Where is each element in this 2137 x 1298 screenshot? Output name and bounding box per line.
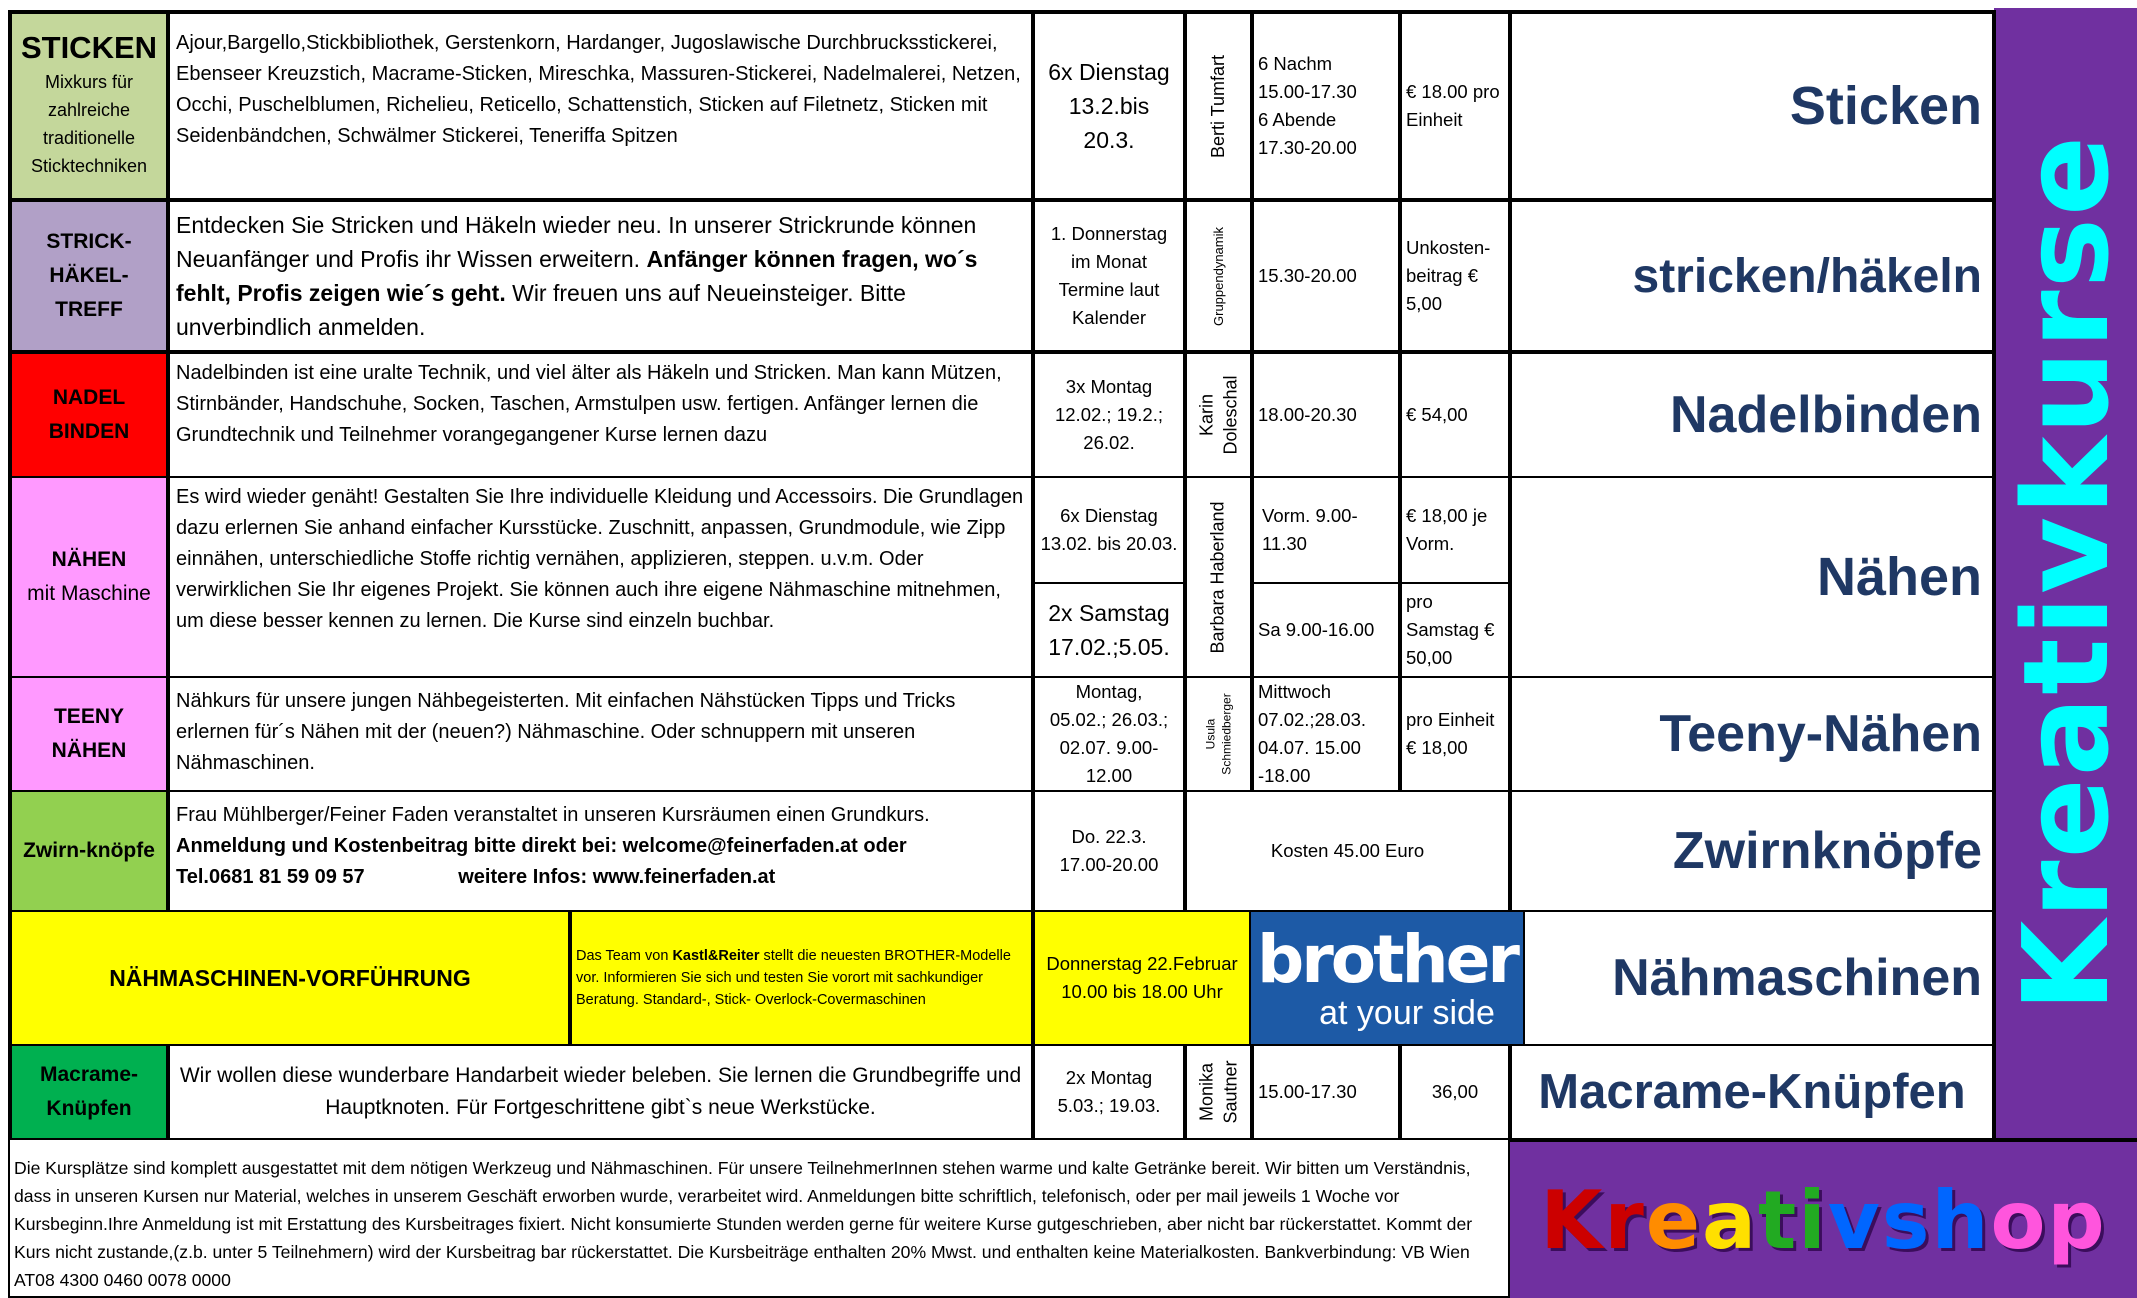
shop-logo-letter: K	[1540, 1173, 1605, 1267]
sticken-subtitle: Mixkurs für zahlreiche traditionelle Sticktechniken	[30, 72, 148, 176]
shop-logo-letter: p	[2047, 1173, 2107, 1267]
sticken-header: Sticken	[1789, 76, 1982, 136]
naehen-dates-1	[1033, 476, 1185, 584]
teeny-header-cell	[1510, 676, 1994, 792]
naehen-header: Nähen	[1816, 547, 1982, 607]
footer-notice-text: Die Kursplätze sind komplett ausgestattet mit dem nötigen Werkzeug und Nähmaschinen. Für unsere TeilnehmerInnen stehen warme und kalte Getränke bereit. Wir bitten um Verständnis, dass in unseren Kursen nur Material, welches in unserem Geschäft erworben wurde, verarbeitet wird. Anmeldungen bitte schriftlich, telefonisch, oder per mail jeweils 1 Woche vor Kursbeginn.Ihre Anmeldung ist mit Erstattung des Kursbeitrages fixiert. Nicht konsumierte Stunden werden gerne für weitere Kurse gutgeschrieben, aber nicht bar rückerstattet. Kommt der Kurs nicht zustande,(z.b. unter 5 Teilnehmern) wird der Kursbeitrag bar rückerstattet. Die Kursbeiträge enthalten 20% Mwst. und enthalten keine Materialkosten. Bankverbindung: VB Wien AT08 4300 0460 0078 0000	[14, 1158, 1473, 1290]
strick-teacher	[1185, 200, 1252, 352]
zwirn-cost-text: Kosten 45.00 Euro	[1270, 840, 1425, 861]
nadel-label	[10, 352, 168, 478]
nadel-description	[168, 352, 1033, 478]
strick-teacher-text: Gruppendynamik	[1211, 226, 1226, 326]
demo-desc-company: Kastl&Reiter	[672, 948, 760, 964]
sticken-price	[1400, 12, 1510, 200]
teeny-dates	[1033, 676, 1185, 792]
strick-label	[10, 200, 168, 352]
teeny-teacher	[1185, 676, 1252, 792]
naehen-dates-1-text: 6x Dienstag 13.02. bis 20.03.	[1040, 505, 1178, 554]
brother-logo	[1251, 910, 1523, 1046]
naehen-time-2-text: Sa 9.00-16.00	[1258, 619, 1375, 640]
macrame-teacher	[1185, 1044, 1252, 1140]
demo-desc-part-a: Das Team von	[576, 948, 669, 964]
naehen-price-1	[1400, 476, 1510, 584]
teeny-description-text: Nähkurs für unsere jungen Nähbegeisterten. Mit einfachen Nähstücken Tipps und Tricks erlernen für´s Nähen mit der (neuen?) Nähmaschine. Oder schnuppern mit unseren Nähmaschinen.	[176, 690, 956, 774]
sticken-teacher-text: Berti Tumfart	[1208, 54, 1228, 158]
zwirn-desc-line-1: Frau Mühlberger/Feiner Faden veranstaltet in unseren Kursräumen einen Grundkurs.	[176, 804, 930, 826]
teeny-label	[10, 676, 168, 792]
nadel-header: Nadelbinden	[1669, 386, 1982, 444]
naehen-dates-2	[1033, 582, 1185, 678]
nadel-teacher-text: Karin Doleschal	[1196, 375, 1241, 455]
sticken-time	[1252, 12, 1400, 200]
zwirn-header-cell	[1510, 790, 1994, 912]
naehen-time-2	[1252, 582, 1400, 678]
sticken-time-text: 6 Nachm 15.00-17.30 6 Abende 17.30-20.00	[1258, 53, 1357, 158]
side-title-container	[1994, 8, 2137, 1138]
naehen-price-2-text: pro Samstag € 50,00	[1406, 591, 1495, 668]
teeny-price	[1400, 676, 1510, 792]
naehen-teacher-text: Barbara Haberland	[1208, 500, 1229, 654]
nadel-dates-text: 3x Montag 12.02.; 19.2.; 26.02.	[1054, 376, 1163, 453]
teeny-time-text: Mittwoch 07.02.;28.03. 04.07. 15.00 -18.00	[1258, 681, 1367, 786]
strick-dates	[1033, 200, 1185, 352]
zwirn-header: Zwirnknöpfe	[1672, 822, 1982, 880]
macrame-header-cell	[1510, 1044, 1994, 1140]
sticken-title: STICKEN	[20, 30, 158, 65]
zwirn-description	[168, 790, 1033, 912]
shop-logo-letter: v	[1827, 1173, 1882, 1267]
strick-desc-part-b: Wir freuen uns auf Neueinsteiger. Bitte unverbindlich anmelden.	[176, 280, 906, 340]
strick-price-text: Unkosten-beitrag € 5,00	[1406, 237, 1491, 314]
macrame-dates	[1033, 1044, 1185, 1140]
macrame-description	[168, 1044, 1033, 1140]
demo-desc-part-b: stellt die neuesten BROTHER-Modelle vor. Informieren Sie sich und testen Sie vorort mit sachkundiger Beratung. Standard-, Stick- Overlock-Covermaschinen	[576, 948, 1011, 1008]
shop-logo-letter: t	[1758, 1173, 1799, 1267]
zwirn-infos: weitere Infos: www.feinerfaden.at	[458, 866, 776, 888]
zwirn-label	[10, 790, 168, 912]
brother-tagline: at your side	[1319, 994, 1495, 1032]
strick-header: stricken/häkeln	[1632, 249, 1982, 303]
naehen-title: NÄHEN	[51, 548, 127, 571]
macrame-header: Macrame-Knüpfen	[1538, 1065, 1966, 1119]
naehen-description	[168, 476, 1033, 678]
nadel-dates	[1033, 352, 1185, 478]
strick-title: STRICK-HÄKEL-TREFF	[46, 230, 132, 321]
demo-header-cell	[1523, 910, 1994, 1046]
demo-description	[570, 910, 1033, 1046]
nadel-title: NADEL BINDEN	[48, 386, 130, 443]
shop-logo-letter: o	[1990, 1173, 2048, 1267]
strick-header-cell	[1510, 200, 1994, 352]
naehen-price-2	[1400, 582, 1510, 678]
macrame-description-text: Wir wollen diese wunderbare Handarbeit wieder beleben. Sie lernen die Grundbegriffe und Hauptknoten. Für Fortgeschrittene gibt`s neue Werkstücke.	[179, 1064, 1022, 1119]
teeny-title: TEENY NÄHEN	[51, 705, 127, 762]
shop-logo-letter: i	[1798, 1173, 1828, 1267]
shop-logo-letter: s	[1881, 1173, 1932, 1267]
macrame-price	[1400, 1044, 1510, 1140]
sticken-teacher	[1185, 12, 1252, 200]
shop-logo-letter: a	[1702, 1173, 1759, 1267]
macrame-dates-text: 2x Montag 5.03.; 19.03.	[1057, 1067, 1161, 1116]
shop-panel	[1510, 1138, 2137, 1298]
macrame-label	[10, 1044, 168, 1140]
teeny-price-text: pro Einheit € 18,00	[1406, 709, 1495, 758]
side-title: Kreativkurse	[1996, 133, 2135, 1013]
sticken-price-text: € 18.00 pro Einheit	[1406, 81, 1500, 130]
nadel-time	[1252, 352, 1400, 478]
zwirn-dates-text: Do. 22.3. 17.00-20.00	[1059, 826, 1159, 875]
macrame-time-text: 15.00-17.30	[1258, 1081, 1357, 1102]
zwirn-phone: Tel.0681 81 59 09 57	[176, 866, 365, 888]
naehen-time-1-text: Vorm. 9.00-11.30	[1262, 505, 1358, 554]
zwirn-description-text	[170, 792, 1031, 897]
zwirn-dates	[1033, 790, 1185, 912]
naehen-label	[10, 476, 168, 678]
strick-description	[168, 200, 1033, 352]
nadel-header-cell	[1510, 352, 1994, 478]
shop-logo-letter: h	[1931, 1173, 1991, 1267]
strick-time	[1252, 200, 1400, 352]
strick-price	[1400, 200, 1510, 352]
teeny-header: Teeny-Nähen	[1659, 705, 1982, 763]
naehen-subtitle: mit Maschine	[27, 582, 151, 605]
sticken-description-text: Ajour,Bargello,Stickbibliothek, Gerstenkorn, Hardanger, Jugoslawische Durchbrucksstickerei, Ebenseer Kreuzstich, Macrame-Sticken, Mireschka, Massuren-Stickerei, Nadelmalerei, Netzen, Occhi, Puschelblumen, Richelieu, Reticello, Schattenstich, Sticken auf Filetnetz, Sticken mit Seidenbändchen, Schwälmer Stickerei, Teneriffa Spitzen	[176, 32, 1021, 147]
nadel-teacher	[1185, 352, 1252, 478]
teeny-description	[168, 676, 1033, 792]
sticken-dates	[1033, 12, 1185, 200]
naehen-teacher	[1185, 476, 1252, 678]
demo-dates	[1033, 910, 1251, 1046]
zwirn-cost	[1185, 790, 1510, 912]
demo-label	[10, 910, 570, 1046]
zwirn-desc-line-2: Anmeldung und Kostenbeitrag bitte direkt bei: welcome@feinerfaden.at oder	[176, 835, 907, 857]
naehen-price-1-text: € 18,00 je Vorm.	[1406, 505, 1488, 554]
shop-logo-letter: e	[1645, 1173, 1703, 1267]
nadel-price-text: € 54,00	[1406, 404, 1468, 425]
macrame-title: Macrame-Knüpfen	[39, 1063, 139, 1120]
strick-description-text	[170, 202, 1031, 348]
sticken-description	[168, 12, 1033, 200]
teeny-time	[1252, 676, 1400, 792]
naehen-time-1	[1252, 476, 1400, 584]
shop-logo-letter: r	[1604, 1173, 1646, 1267]
macrame-time	[1252, 1044, 1400, 1140]
teeny-dates-text: Montag, 05.02.; 26.03.; 02.07. 9.00-12.00	[1049, 681, 1169, 786]
brother-wordmark: brother	[1257, 921, 1517, 998]
strick-desc-part-a: Entdecken Sie Stricken und Häkeln wieder neu. In unserer Strickrunde können Neuanfänger und Profis ihr Wissen erweitern.	[176, 212, 977, 272]
nadel-description-text: Nadelbinden ist eine uralte Technik, und viel älter als Häkeln und Stricken. Man kann Mützen, Stirnbänder, Handschuhe, Socken, Taschen, Armstulpen usw. fertigen. Anfänger lernen die Grundtechnik und Teilnehmer vorangegangener Kurse lernen dazu	[176, 362, 1002, 446]
demo-title: NÄHMASCHINEN-VORFÜHRUNG	[109, 964, 471, 991]
sticken-header-cell	[1510, 12, 1994, 200]
sticken-label	[10, 12, 168, 200]
zwirn-desc-line-3	[176, 862, 1025, 893]
strick-desc-bold: Anfänger können fragen, wo´s fehlt, Profis zeigen wie´s geht.	[176, 246, 978, 306]
macrame-teacher-text: Monika Sautner	[1196, 1060, 1241, 1124]
demo-dates-text: Donnerstag 22.Februar 10.00 bis 18.00 Uhr	[1046, 953, 1238, 1002]
demo-description-text	[576, 945, 1027, 1011]
nadel-price	[1400, 352, 1510, 478]
footer-notice	[8, 1140, 1510, 1298]
demo-header: Nähmaschinen	[1612, 949, 1982, 1007]
naehen-header-cell	[1510, 476, 1994, 678]
strick-time-text: 15.30-20.00	[1258, 265, 1357, 286]
teeny-teacher-text: Usula Schmiedberger	[1203, 693, 1234, 775]
sticken-dates-text: 6x Dienstag 13.2.bis 20.3.	[1048, 59, 1170, 153]
naehen-dates-2-text: 2x Samstag 17.02.;5.05.	[1048, 600, 1170, 660]
strick-dates-text: 1. Donnerstag im Monat Termine laut Kalender	[1050, 223, 1168, 328]
naehen-description-text: Es wird wieder genäht! Gestalten Sie Ihre individuelle Kleidung und Accessoirs. Die Grundlagen dazu erlernen Sie anhand einfacher Kursstücke. Zuschnitt, anpassen, Grundmodule, wie Zipp einnähen, unterschiedliche Stoffe richtig vernähen, applizieren, steppen. u.v.m. Oder verwirklichen Sie Ihr eigenes Projekt. Sie können auch ihre eigene Nähmaschine mitnehmen, um diese besser kennen zu lernen. Die Kurse sind einzeln buchbar.	[176, 486, 1024, 632]
nadel-time-text: 18.00-20.30	[1258, 404, 1357, 425]
zwirn-title: Zwirn-knöpfe	[23, 839, 155, 862]
shop-logo	[1540, 1174, 2106, 1267]
macrame-price-text: 36,00	[1431, 1081, 1479, 1102]
